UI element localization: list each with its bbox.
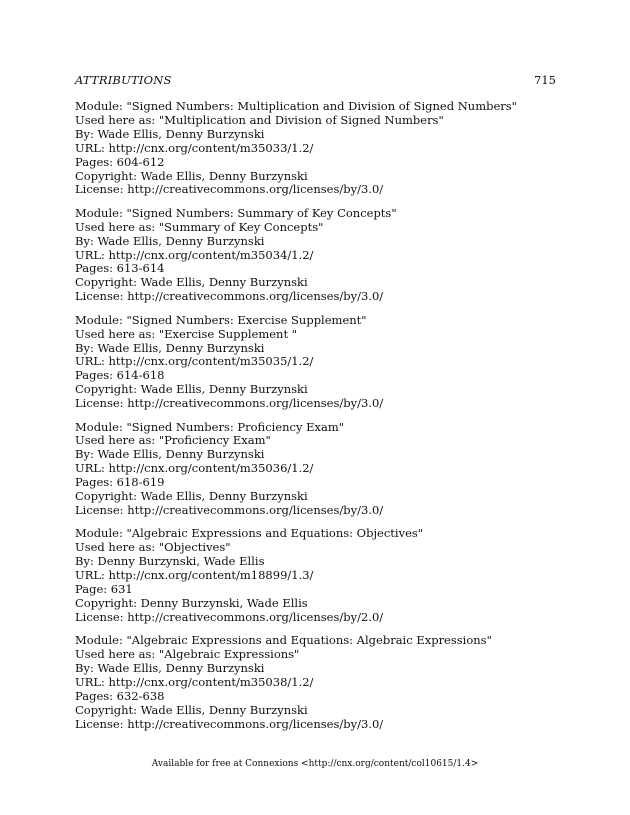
entry-license: License: http://creativecommons.org/licenses/by/3.0/	[75, 502, 384, 517]
entry-authors: By: Wade Ellis, Denny Burzynski	[75, 340, 265, 355]
entry-module: Module: "Algebraic Expressions and Equations: Algebraic Expressions"	[75, 633, 492, 648]
entry-authors: By: Wade Ellis, Denny Burzynski	[75, 661, 265, 676]
page-header	[75, 73, 556, 87]
entry-license: License: http://creativecommons.org/licenses/by/2.0/	[75, 609, 384, 624]
entry-url: URL: http://cnx.org/content/m35033/1.2/	[75, 140, 314, 155]
entry-url: URL: http://cnx.org/content/m35034/1.2/	[75, 247, 314, 262]
entry-authors: By: Wade Ellis, Denny Burzynski	[75, 126, 265, 141]
entry-url: URL: http://cnx.org/content/m18899/1.3/	[75, 568, 314, 583]
attribution-entry	[75, 207, 565, 304]
attribution-entry	[75, 100, 565, 197]
entry-module: Module: "Signed Numbers: Exercise Supplement"	[75, 312, 367, 327]
page-number: 715	[534, 73, 556, 87]
entry-used-as: Used here as: "Summary of Key Concepts"	[75, 219, 324, 234]
entry-copyright: Copyright: Wade Ellis, Denny Burzynski	[75, 702, 308, 717]
entry-copyright: Copyright: Wade Ellis, Denny Burzynski	[75, 275, 308, 290]
entry-url: URL: http://cnx.org/content/m35038/1.2/	[75, 674, 314, 689]
entry-license: License: http://creativecommons.org/licenses/by/3.0/	[75, 396, 384, 411]
entry-pages: Pages: 632-638	[75, 688, 165, 703]
entry-copyright: Copyright: Wade Ellis, Denny Burzynski	[75, 382, 308, 397]
entry-used-as: Used here as: "Algebraic Expressions"	[75, 647, 300, 662]
entry-pages: Pages: 614-618	[75, 368, 165, 383]
entry-used-as: Used here as: "Exercise Supplement "	[75, 326, 298, 341]
entry-pages: Page: 631	[75, 582, 133, 596]
entry-license: License: http://creativecommons.org/licenses/by/3.0/	[75, 182, 384, 197]
entry-pages: Pages: 618-619	[75, 475, 165, 490]
entry-authors: By: Wade Ellis, Denny Burzynski	[75, 233, 265, 248]
entry-pages: Pages: 604-612	[75, 154, 165, 169]
entry-authors: By: Denny Burzynski, Wade Ellis	[75, 554, 265, 569]
attribution-entry	[75, 314, 565, 411]
attribution-entry	[75, 421, 565, 518]
attribution-list	[75, 100, 565, 741]
attribution-entry	[75, 634, 565, 731]
entry-module: Module: "Signed Numbers: Summary of Key Concepts"	[75, 205, 397, 220]
entry-copyright: Copyright: Wade Ellis, Denny Burzynski	[75, 489, 308, 504]
entry-used-as: Used here as: "Multiplication and Division of Signed Numbers"	[75, 112, 444, 127]
entry-used-as: Used here as: "Objectives"	[75, 540, 231, 555]
entry-module: Module: "Signed Numbers: Multiplication and Division of Signed Numbers"	[75, 99, 517, 113]
entry-used-as: Used here as: "Proficiency Exam"	[75, 433, 271, 448]
section-title: ATTRIBUTIONS	[75, 73, 172, 87]
entry-copyright: Copyright: Wade Ellis, Denny Burzynski	[75, 168, 308, 183]
entry-license: License: http://creativecommons.org/licenses/by/3.0/	[75, 289, 384, 304]
entry-pages: Pages: 613-614	[75, 261, 165, 276]
entry-url: URL: http://cnx.org/content/m35036/1.2/	[75, 461, 314, 476]
attribution-entry	[75, 527, 565, 624]
entry-module: Module: "Algebraic Expressions and Equations: Objectives"	[75, 526, 424, 541]
entry-license: License: http://creativecommons.org/licenses/by/3.0/	[75, 716, 384, 731]
page-footer: Available for free at Connexions <http://cnx.org/content/col10615/1.4>	[151, 759, 479, 769]
entry-url: URL: http://cnx.org/content/m35035/1.2/	[75, 354, 314, 369]
entry-copyright: Copyright: Denny Burzynski, Wade Ellis	[75, 595, 308, 610]
entry-module: Module: "Signed Numbers: Proficiency Exam"	[75, 419, 345, 434]
entry-authors: By: Wade Ellis, Denny Burzynski	[75, 447, 265, 462]
